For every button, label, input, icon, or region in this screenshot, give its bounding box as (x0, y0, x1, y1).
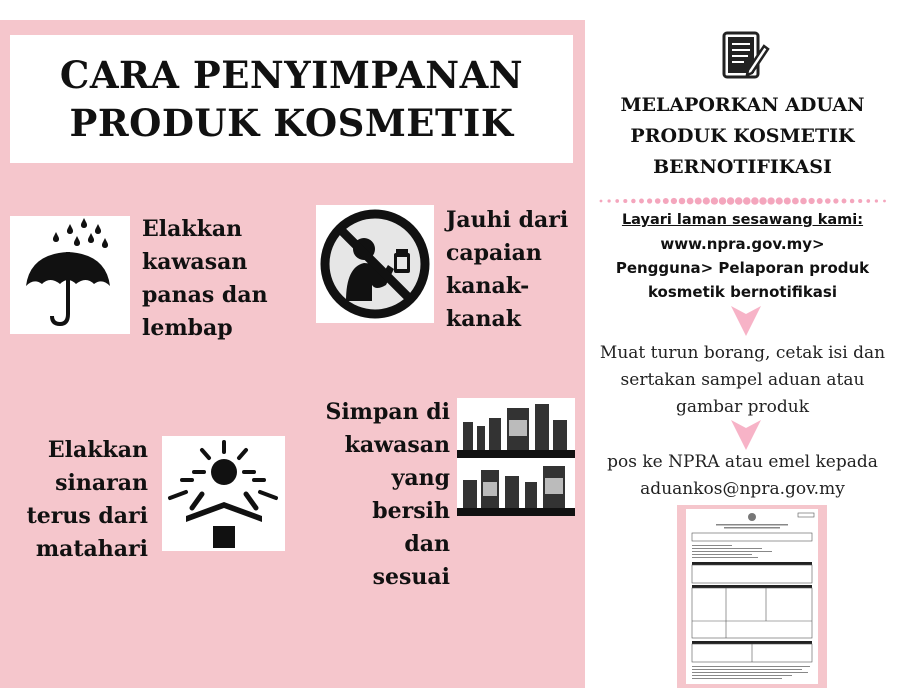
divider-dot (825, 198, 831, 204)
divider-dot (850, 199, 854, 203)
report-title (585, 90, 900, 183)
divider-dot (600, 200, 603, 203)
sun-shade-icon (162, 436, 285, 551)
divider-dot (776, 197, 783, 204)
report-panel (585, 0, 900, 700)
divider-dot (767, 197, 774, 204)
tip-line: Jauhi dari (446, 207, 569, 233)
website-path: Pengguna> Pelaporan produk (615, 259, 870, 277)
divider-dot (679, 198, 686, 205)
divider-dot (607, 199, 610, 202)
tip-line: dan sesuai (372, 531, 450, 590)
step-line: Muat turun borang, cetak isi dan (599, 343, 886, 363)
report-title-line: BERNOTIFIKASI (653, 156, 832, 178)
divider-dot (800, 198, 807, 205)
divider-dot (792, 198, 799, 205)
arrow-down-icon (731, 306, 761, 336)
divider-dot (623, 199, 627, 203)
step-download-form (585, 340, 900, 421)
umbrella-rain-icon (10, 216, 130, 334)
divider-dot (615, 199, 619, 203)
divider-dot (663, 198, 669, 204)
step-line: pos ke NPRA atau emel kepada (607, 452, 878, 472)
storage-panel (0, 20, 585, 688)
tip-line: kawasan (344, 432, 450, 458)
complaint-form-thumbnail (677, 505, 827, 688)
step-line: sertakan sampel aduan atau (620, 370, 865, 390)
divider-dot (687, 198, 694, 205)
divider-dot (858, 199, 862, 203)
tip-line: kanak (446, 306, 521, 332)
step-send (585, 449, 900, 503)
tip-sunlight (22, 434, 148, 566)
page-title-line-2: PRODUK KOSMETIK (69, 101, 514, 145)
tip-line: Simpan di (325, 399, 450, 425)
divider-dot (703, 197, 710, 204)
divider-dot (875, 199, 878, 202)
divider-dot (711, 197, 718, 204)
title-box (10, 35, 573, 163)
step-line: gambar produk (675, 397, 810, 417)
tip-line: yang bersih (372, 465, 450, 524)
tip-line: matahari (35, 536, 148, 562)
divider-dot (719, 197, 726, 204)
tip-line: lembap (142, 315, 233, 341)
tip-line: Elakkan (142, 216, 243, 242)
tip-children (446, 204, 568, 336)
divider-dot (866, 199, 870, 203)
tip-line: kawasan (142, 249, 248, 275)
divider-dot (647, 198, 652, 203)
divider-dot (751, 197, 759, 205)
divider-dot (842, 199, 847, 204)
divider-dot (631, 199, 635, 203)
divider-dot (784, 197, 791, 204)
no-children-icon (316, 205, 434, 323)
website-link[interactable]: www.npra.gov.my> (660, 235, 825, 253)
divider-dot (639, 199, 644, 204)
form-page (686, 509, 818, 684)
divider-dot (671, 198, 677, 204)
report-title-line: MELAPORKAN ADUAN (620, 94, 865, 116)
website-instructions (585, 208, 900, 304)
tip-humidity (142, 213, 268, 345)
divider-dot (883, 200, 886, 203)
tip-line: kanak- (446, 273, 530, 299)
tip-line: panas dan (142, 282, 268, 308)
tip-line: terus dari (26, 503, 148, 529)
arrow-down-icon (731, 420, 761, 450)
tip-clean-storage (322, 396, 450, 594)
divider-dot (817, 198, 823, 204)
divider-dot (735, 197, 743, 205)
tip-line: Elakkan (47, 437, 148, 463)
contact-email[interactable]: aduankos@npra.gov.my (640, 479, 845, 499)
divider-dot (695, 197, 702, 204)
divider-dot (759, 197, 766, 204)
divider-dot (833, 198, 838, 203)
divider-dot (743, 197, 751, 205)
website-path: kosmetik bernotifikasi (647, 283, 837, 301)
dotted-divider (597, 196, 889, 206)
divider-dot (808, 198, 814, 204)
tip-line: capaian (446, 240, 542, 266)
divider-dot (727, 197, 735, 205)
tip-line: sinaran (55, 470, 148, 496)
report-title-line: PRODUK KOSMETIK (630, 125, 855, 147)
document-pen-icon (718, 30, 770, 82)
divider-dot (655, 198, 661, 204)
page-title-line-1: CARA PENYIMPANAN (59, 53, 524, 97)
shelf-bottles-icon (457, 398, 575, 516)
website-intro: Layari laman sesawang kami: (621, 212, 864, 228)
